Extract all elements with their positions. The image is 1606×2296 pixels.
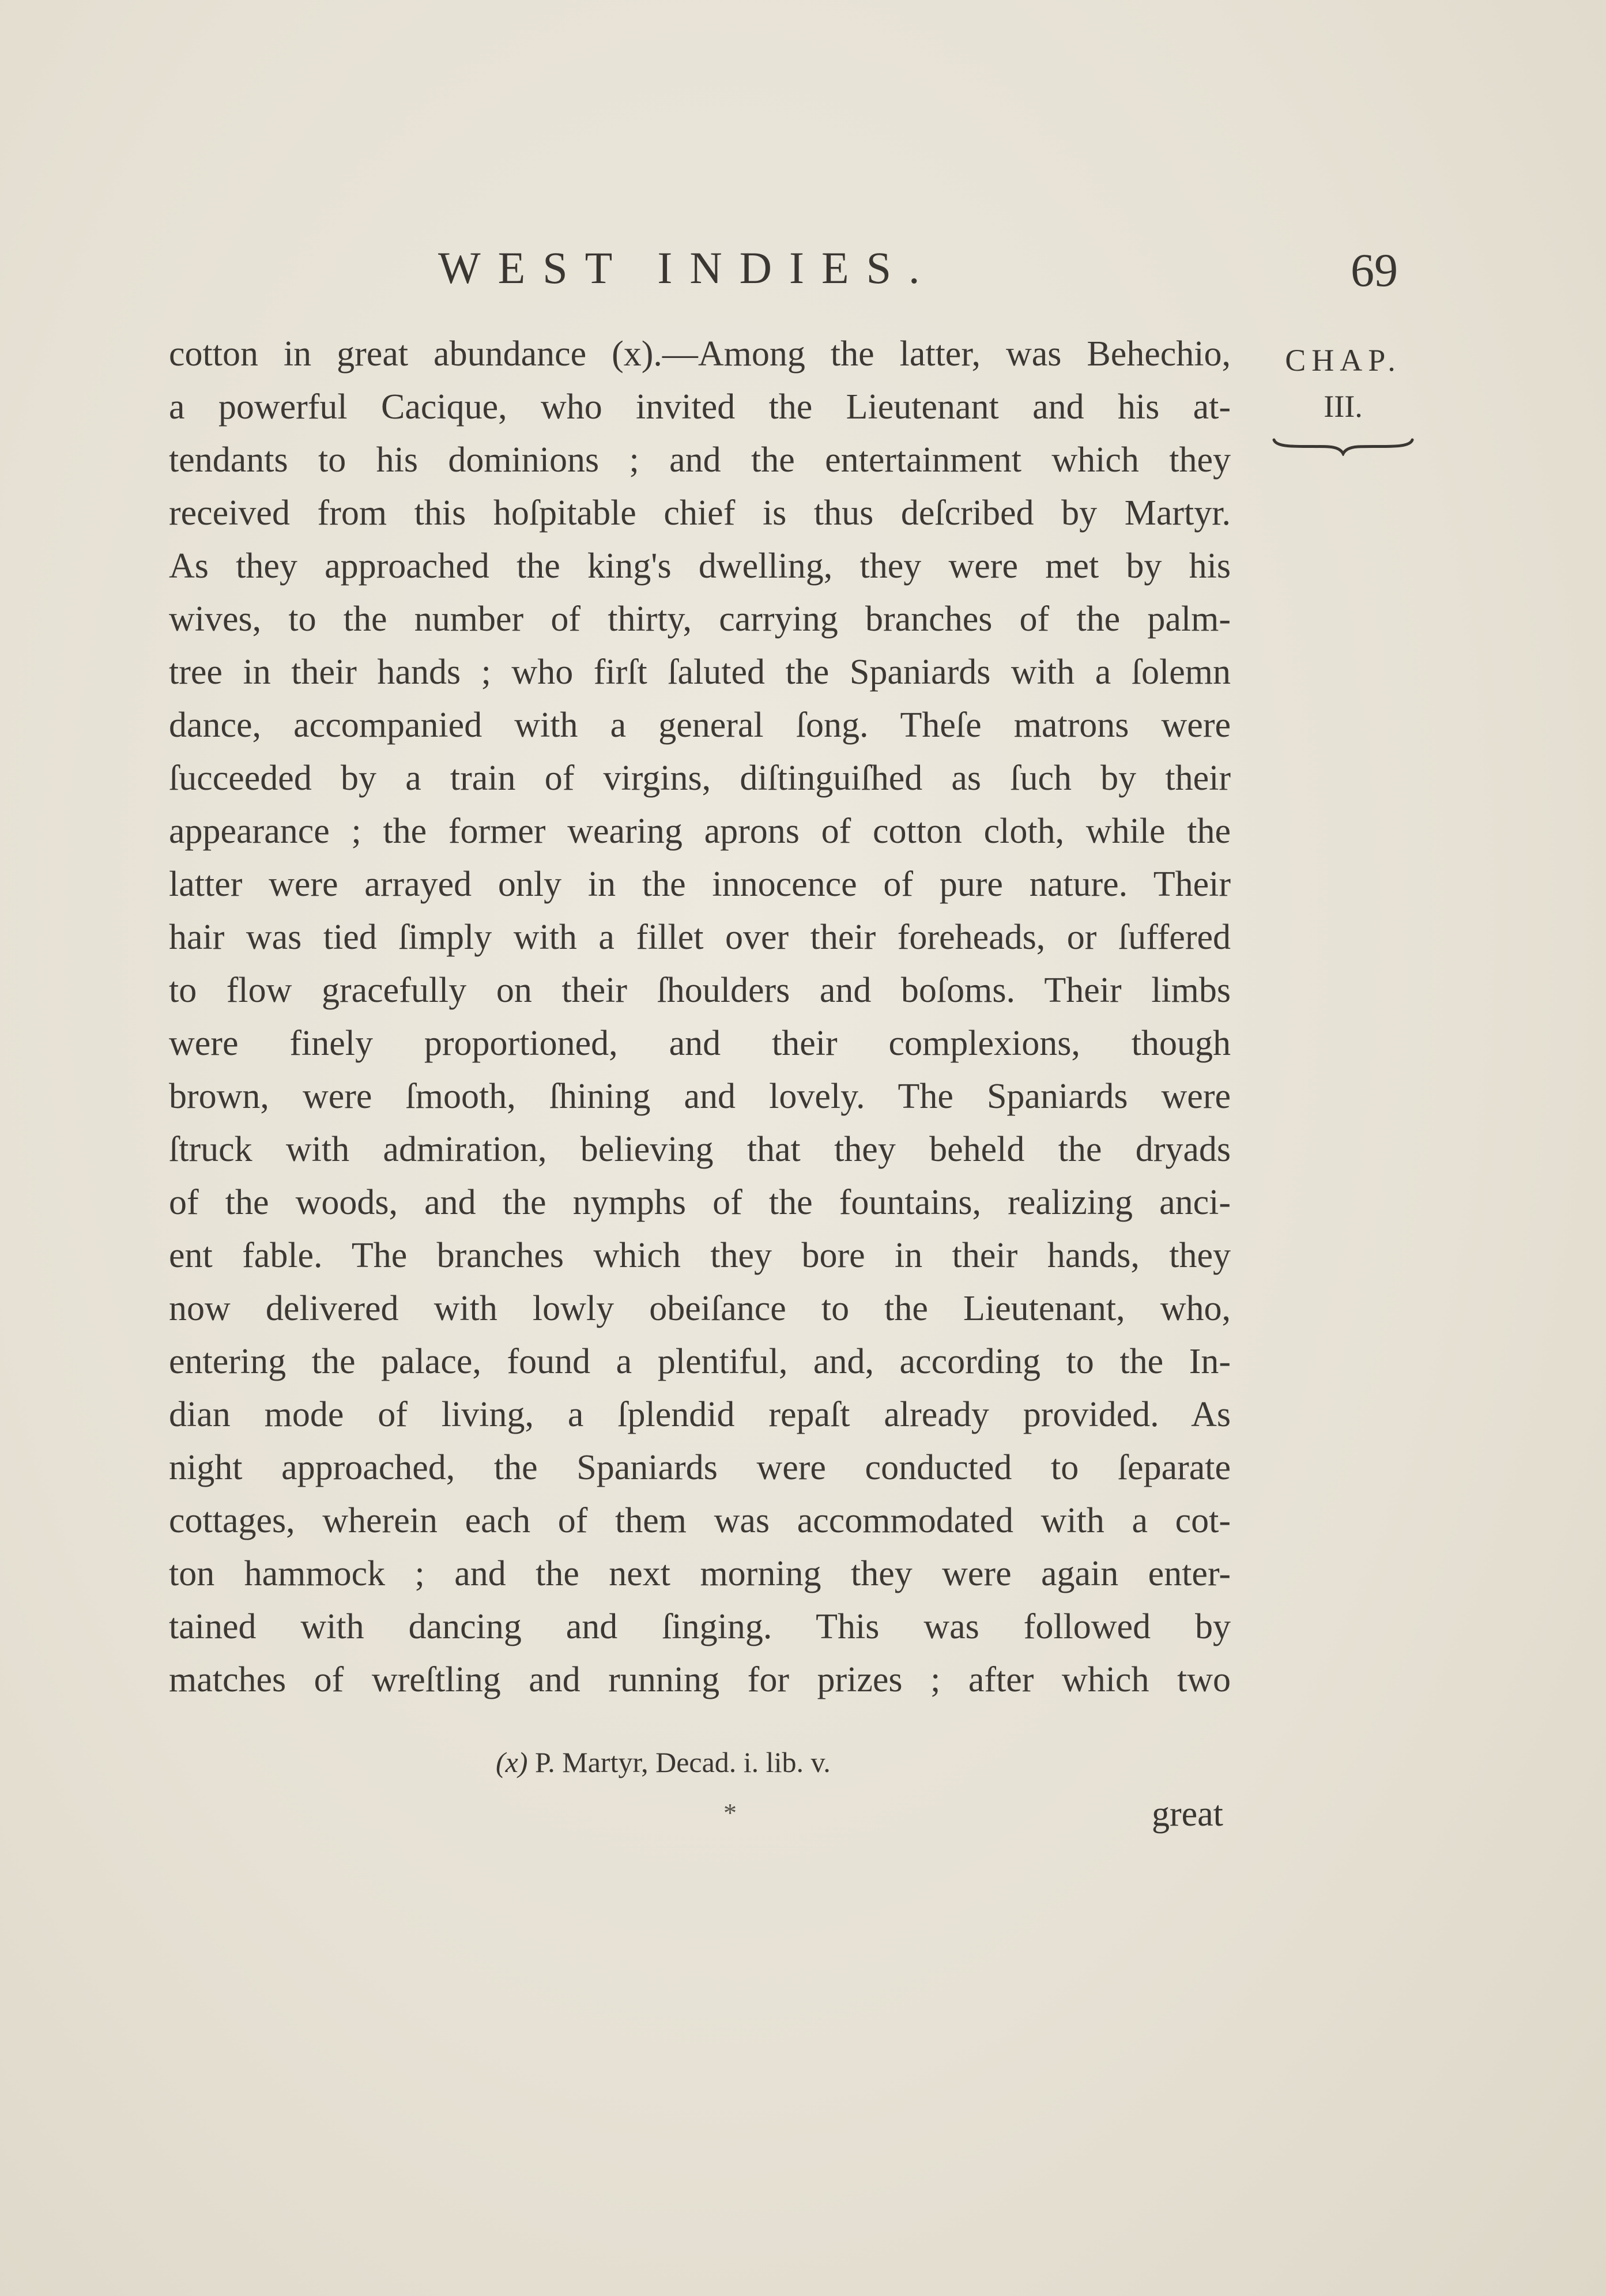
text-line: As they approached the king's dwelling, they were met by his (169, 546, 1231, 586)
text-line: a powerful Cacique, who invited the Lieutenant and his at- (169, 387, 1231, 427)
chapter-number: III. (1324, 389, 1363, 424)
chapter-marginal-note (1257, 337, 1430, 456)
text-line: entering the palace, found a plentiful, and, according to the In- (169, 1342, 1231, 1381)
footnote (496, 1745, 831, 1779)
text-line: cotton in great abundance (x).—Among the latter, was Behechio, (169, 334, 1231, 374)
catchword: great (1152, 1794, 1223, 1834)
text-line: ſucceeded by a train of virgins, diſtinguiſhed as ſuch by their (169, 759, 1231, 798)
running-head: WEST INDIES. (438, 243, 937, 293)
text-line: ſtruck with admiration, believing that they beheld the dryads (169, 1130, 1231, 1169)
curly-brace-icon (1271, 433, 1415, 456)
text-line: were finely proportioned, and their complexions, though (169, 1024, 1231, 1063)
footnote-marker: (x) (496, 1746, 528, 1778)
text-line: dance, accompanied with a general ſong. Theſe matrons were (169, 706, 1231, 745)
text-line: to flow gracefully on their ſhoulders and boſoms. Their limbs (169, 971, 1231, 1010)
page-number: 69 (1351, 244, 1398, 296)
text-line: matches of wreſtling and running for prizes ; after which two (169, 1660, 1231, 1699)
body-text (169, 327, 1231, 1706)
text-line: brown, were ſmooth, ſhining and lovely. The Spaniards were (169, 1077, 1231, 1116)
text-line: cottages, wherein each of them was accommodated with a cot- (169, 1501, 1231, 1540)
chapter-label: CHAP. (1285, 343, 1401, 378)
text-line: ent fable. The branches which they bore in their hands, they (169, 1236, 1231, 1275)
text-line: tendants to his dominions ; and the entertainment which they (169, 440, 1231, 480)
signature-mark: * (723, 1798, 737, 1827)
text-line: tree in their hands ; who firſt ſaluted the Spaniards with a ſolemn (169, 653, 1231, 692)
text-line: of the woods, and the nymphs of the fountains, realizing anci- (169, 1183, 1231, 1222)
text-line: now delivered with lowly obeiſance to the Lieutenant, who, (169, 1289, 1231, 1328)
text-line: night approached, the Spaniards were conducted to ſeparate (169, 1448, 1231, 1487)
text-line: hair was tied ſimply with a fillet over their foreheads, or ſuffered (169, 918, 1231, 957)
text-line: wives, to the number of thirty, carrying branches of the palm- (169, 600, 1231, 639)
text-line: received from this hoſpitable chief is thus deſcribed by Martyr. (169, 493, 1231, 533)
text-line: latter were arrayed only in the innocence of pure nature. Their (169, 865, 1231, 904)
footnote-text: P. Martyr, Decad. i. lib. v. (535, 1746, 831, 1778)
text-line: dian mode of living, a ſplendid repaſt already provided. As (169, 1395, 1231, 1434)
text-line: tained with dancing and ſinging. This was followed by (169, 1607, 1231, 1646)
text-line: appearance ; the former wearing aprons of cotton cloth, while the (169, 812, 1231, 851)
text-line: ton hammock ; and the next morning they were again enter- (169, 1554, 1231, 1593)
